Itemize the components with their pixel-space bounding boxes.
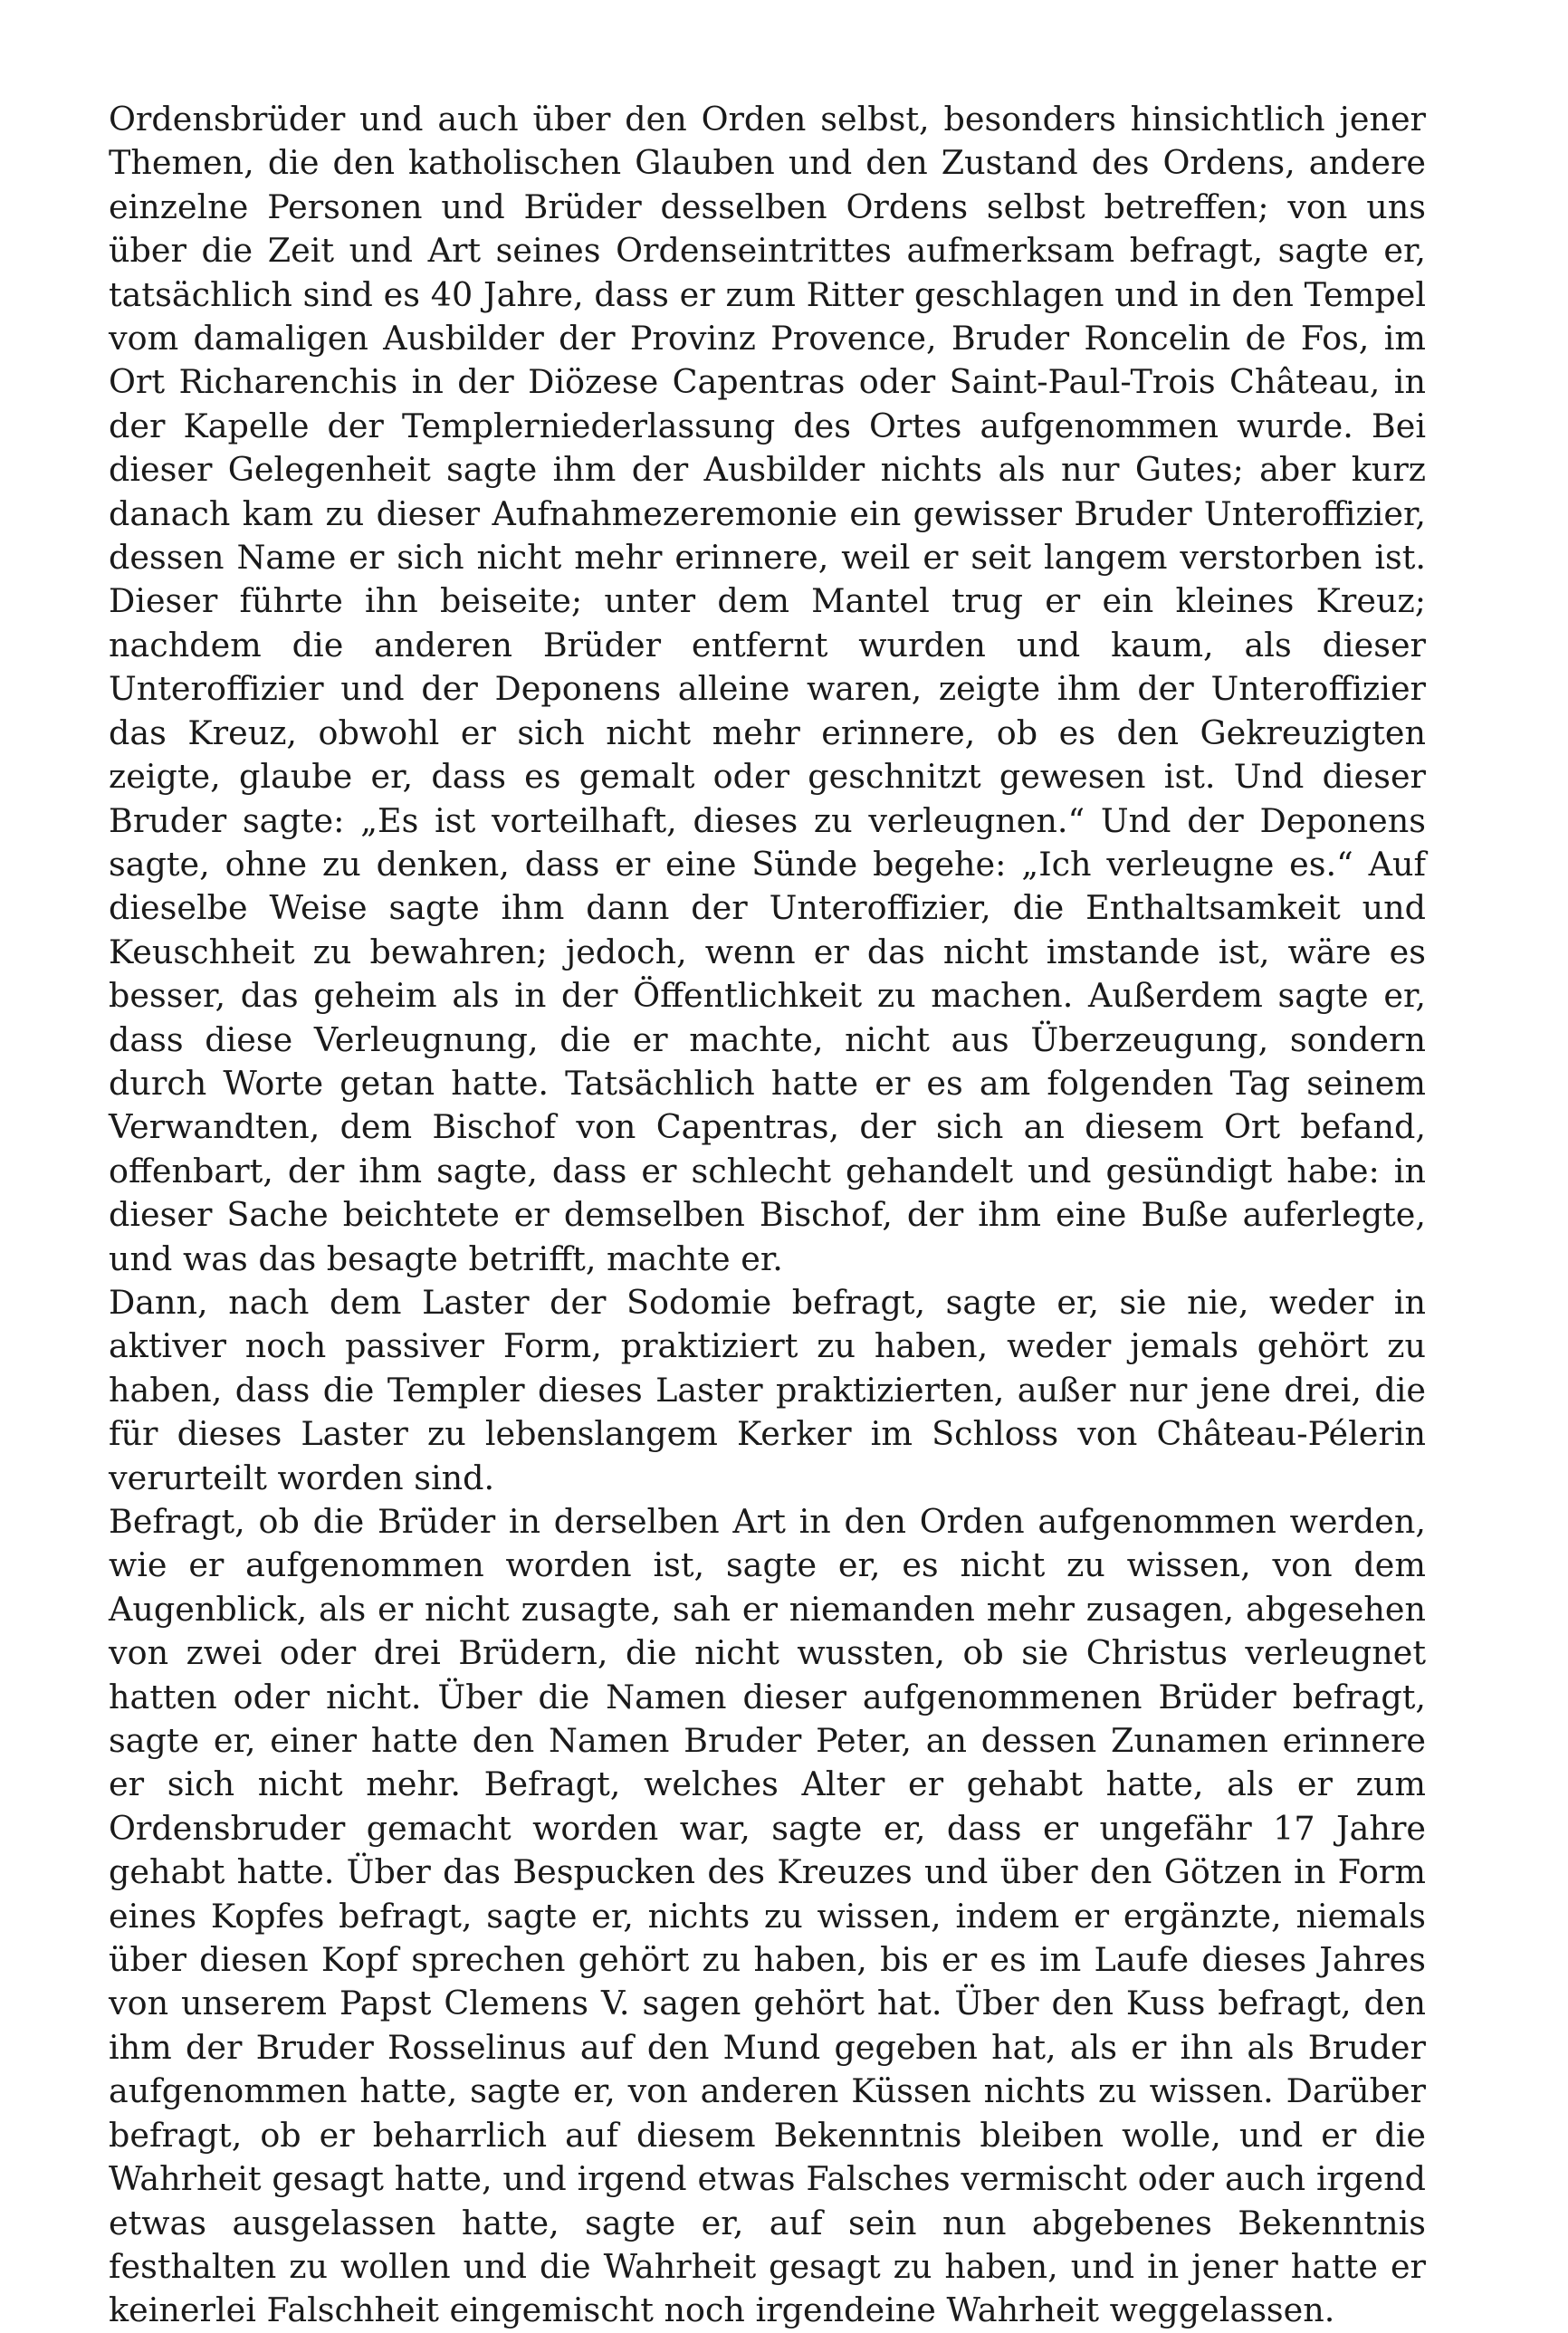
paragraph-sodomy-question: Dann, nach dem Laster der Sodomie befragt, sagte er, sie nie, weder in aktiver noch passiver Form, praktiziert zu haben, weder jemals gehört zu haben, dass die Templer dieses Laster praktizierten, außer nur jene drei, die für dieses Laster zu lebenslangem Kerker im Schloss von Château-Pélerin verurteilt worden sind. <box>109 1282 1426 1497</box>
paragraph-testimony-reception: Ordensbrüder und auch über den Orden selbst, besonders hinsichtlich jener Themen, die den katholischen Glauben und den Zustand des Ordens, andere einzelne Personen und Brüder desselben Ordens selbst betreffen; von uns über die Zeit und Art seines Ordenseintrittes aufmerksam befragt, sagte er, tatsächlich sind es 40 Jahre, dass er zum Ritter geschlagen und in den Tempel vom damaligen Ausbilder der Provinz Provence, Bruder Roncelin de Fos, im Ort Richarenchis in der Diözese Capentras oder Saint-Paul-Trois Château, in der Kapelle der Templerniederlassung des Ortes aufgenommen wurde. Bei dieser Gelegenheit sagte ihm der Ausbilder nichts als nur Gutes; aber kurz danach kam zu dieser Aufnahmezeremonie ein gewisser Bruder Unteroffizier, dessen Name er sich nicht mehr erinnere, weil er seit langem verstorben ist. Dieser führte ihn beiseite; unter dem Mantel trug er ein kleines Kreuz; nachdem die anderen Brüder entfernt wurden und kaum, als dieser Unteroffizier und der Deponens alleine waren, zeigte ihm der Unteroffizier das Kreuz, obwohl er sich nicht mehr erinnere, ob es den Gekreuzigten zeigte, glaube er, dass es gemalt oder geschnitzt gewesen ist. Und dieser Bruder sagte: „Es ist vorteilhaft, dieses zu verleugnen.“ Und der Deponens sagte, ohne zu denken, dass er eine Sünde begehe: „Ich verleugne es.“ Auf dieselbe Weise sagte ihm dann der Unteroffizier, die Enthaltsamkeit und Keuschheit zu bewahren; jedoch, wenn er das nicht imstande ist, wäre es besser, das geheim als in der Öffentlichkeit zu machen. Außerdem sagte er, dass diese Verleugnung, die er machte, nicht aus Überzeugung, sondern durch Worte getan hatte. Tatsächlich hatte er es am folgenden Tag seinem Verwandten, dem Bischof von Capentras, der sich an diesem Ort befand, offenbart, der ihm sagte, dass er schlecht gehandelt und gesündigt habe: in dieser Sache beichtete er demselben Bischof, der ihm eine Buße auferlegte, und was das besagte betrifft, machte er. <box>109 100 1426 1278</box>
paragraph-other-brothers: Befragt, ob die Brüder in derselben Art in den Orden aufgenommen werden, wie er aufgenommen worden ist, sagte er, es nicht zu wissen, von dem Augenblick, als er nicht zusagte, sah er niemanden mehr zusagen, abgesehen von zwei oder drei Brüdern, die nicht wussten, ob sie Christus verleugnet hatten oder nicht. Über die Namen dieser aufgenommenen Brüder befragt, sagte er, einer hatte den Namen Bruder Peter, an dessen Zunamen erinnere er sich nicht mehr. Befragt, welches Alter er gehabt hatte, als er zum Ordensbruder gemacht worden war, sagte er, dass er ungefähr 17 Jahre gehabt hatte. Über das Bespucken des Kreuzes und über den Götzen in Form eines Kopfes befragt, sagte er, nichts zu wissen, indem er ergänzte, niemals über diesen Kopf sprechen gehört zu haben, bis er es im Laufe dieses Jahres von unserem Papst Clemens V. sagen gehört hat. Über den Kuss befragt, den ihm der Bruder Rosselinus auf den Mund gegeben hat, als er ihn als Bruder aufgenommen hatte, sagte er, von anderen Küssen nichts zu wissen. Darüber befragt, ob er beharrlich auf diesem Bekenntnis bleiben wolle, und er die Wahrheit gesagt hatte, und irgend etwas Falsches vermischt oder auch irgend etwas ausgelassen hatte, sagte er, auf sein nun abgebenes Bekenntnis festhalten zu wollen und die Wahrheit gesagt zu haben, und in jener hatte er keinerlei Falschheit eingemischt noch irgendeine Wahrheit weggelassen. <box>109 1502 1426 2330</box>
document-body <box>109 98 1426 2333</box>
